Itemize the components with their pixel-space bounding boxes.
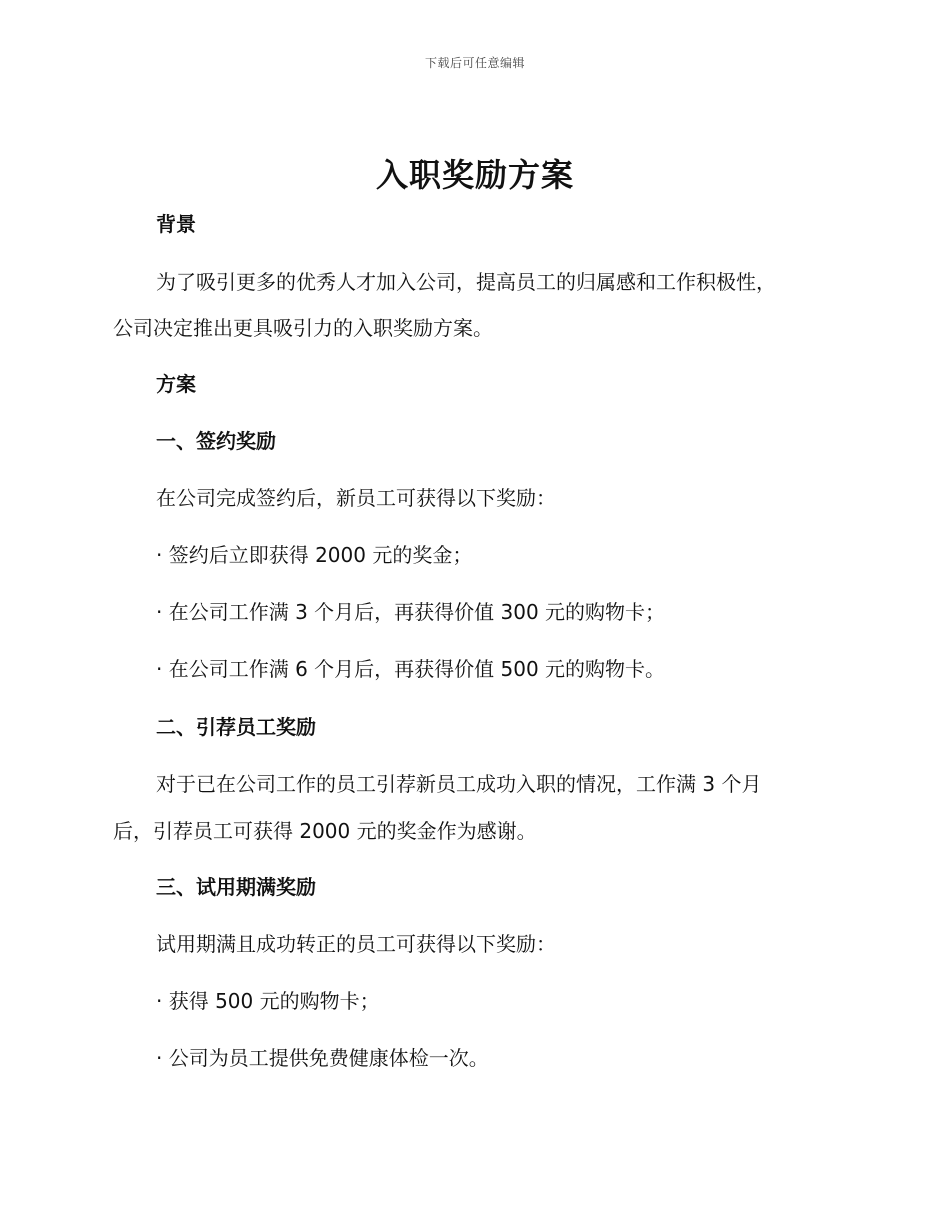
paragraph-line: 后，引荐员工可获得 2000 元的奖金作为感谢。 <box>113 819 537 843</box>
list-item: · 签约后立即获得 2000 元的奖金； <box>156 543 473 567</box>
list-item: · 获得 500 元的购物卡； <box>156 989 380 1013</box>
section-heading-signing: 一、签约奖励 <box>156 429 276 453</box>
paragraph-line: 在公司完成签约后，新员工可获得以下奖励： <box>156 486 556 510</box>
list-item: · 在公司工作满 3 个月后，再获得价值 300 元的购物卡； <box>156 600 666 624</box>
section-heading-plan: 方案 <box>156 372 196 396</box>
list-item: · 在公司工作满 6 个月后，再获得价值 500 元的购物卡。 <box>156 657 666 681</box>
section-heading-probation: 三、试用期满奖励 <box>156 875 316 899</box>
paragraph-line: 对于已在公司工作的员工引荐新员工成功入职的情况，工作满 3 个月 <box>156 772 762 796</box>
paragraph-line: 为了吸引更多的优秀人才加入公司，提高员工的归属感和工作积极性， <box>156 270 776 294</box>
document-title: 入职奖励方案 <box>375 156 574 194</box>
section-heading-referral: 二、引荐员工奖励 <box>156 715 316 739</box>
section-heading-background: 背景 <box>156 212 196 236</box>
paragraph-line: 试用期满且成功转正的员工可获得以下奖励： <box>156 932 556 956</box>
paragraph-line: 公司决定推出更具吸引力的入职奖励方案。 <box>113 316 493 340</box>
list-item: · 公司为员工提供免费健康体检一次。 <box>156 1046 489 1070</box>
page-header-note: 下载后可任意编辑 <box>424 56 525 70</box>
